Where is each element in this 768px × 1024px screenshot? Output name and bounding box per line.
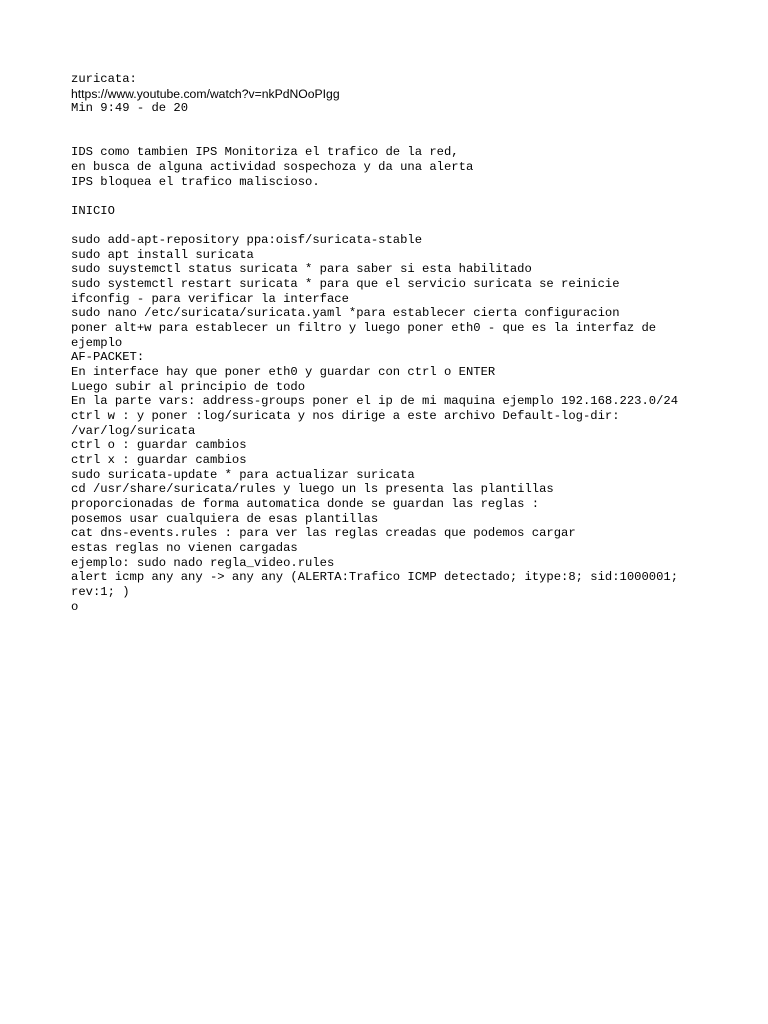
youtube-link[interactable]: https://www.youtube.com/watch?v=nkPdNOoPIgg — [71, 86, 340, 101]
doc-line: En interface hay que poner eth0 y guardar con ctrl o ENTER — [71, 365, 496, 380]
doc-line: sudo apt install suricata — [71, 247, 254, 262]
doc-line: ifconfig - para verificar la interface — [71, 291, 349, 306]
document-text — [71, 72, 731, 614]
doc-line — [71, 219, 731, 234]
doc-line: ctrl x : guardar cambios — [71, 453, 247, 467]
doc-line — [71, 116, 731, 131]
doc-line: Luego subir al principio de todo — [71, 379, 306, 394]
doc-line: estas reglas no vienen cargadas — [71, 540, 298, 555]
doc-line: ctrl o : guardar cambios — [71, 438, 247, 453]
doc-line: sudo systemctl restart suricata * para que el servicio suricata se reinicie — [71, 277, 620, 292]
doc-line: IDS como tambien IPS Monitoriza el trafico de la red, — [71, 145, 459, 160]
doc-line: IPS bloquea el trafico maliscioso. — [71, 174, 320, 189]
doc-line — [71, 189, 731, 204]
doc-line: /var/log/suricata — [71, 423, 196, 438]
doc-line: ejemplo — [71, 335, 123, 350]
doc-line: sudo add-apt-repository ppa:oisf/suricata-stable — [71, 233, 423, 248]
doc-line: o — [71, 599, 79, 614]
doc-line: posemos usar cualquiera de esas plantillas — [71, 511, 379, 526]
doc-line: en busca de alguna actividad sospechoza y da una alerta — [71, 159, 474, 174]
doc-line: poner alt+w para establecer un filtro y luego poner eth0 - que es la interfaz de — [71, 321, 657, 336]
doc-line: ctrl w : y poner :log/suricata y nos dirige a este archivo Default-log-dir: — [71, 409, 620, 424]
doc-line: alert icmp any any -> any any (ALERTA:Trafico ICMP detectado; itype:8; sid:1000001; — [71, 570, 679, 585]
doc-line — [71, 131, 731, 146]
doc-line: ejemplo: sudo nado regla_video.rules — [71, 555, 335, 570]
doc-line: sudo suystemctl status suricata * para saber si esta habilitado — [71, 262, 532, 277]
doc-line: proporcionadas de forma automatica donde se guardan las reglas : — [71, 496, 540, 511]
doc-line: sudo suricata-update * para actualizar suricata — [71, 467, 415, 482]
doc-line: Min 9:49 - de 20 — [71, 101, 189, 116]
doc-line: sudo nano /etc/suricata/suricata.yaml *para establecer cierta configuracion — [71, 306, 620, 321]
doc-line: rev:1; ) — [71, 584, 130, 599]
doc-line: En la parte vars: address-groups poner el ip de mi maquina ejemplo 192.168.223.0/24 — [71, 394, 679, 409]
doc-line: cat dns-events.rules : para ver las reglas creadas que podemos cargar — [71, 526, 576, 541]
doc-line: cd /usr/share/suricata/rules y luego un ls presenta las plantillas — [71, 482, 554, 497]
doc-line: AF-PACKET: — [71, 350, 145, 365]
section-heading: INICIO — [71, 203, 115, 218]
doc-line: zuricata: — [71, 72, 137, 86]
